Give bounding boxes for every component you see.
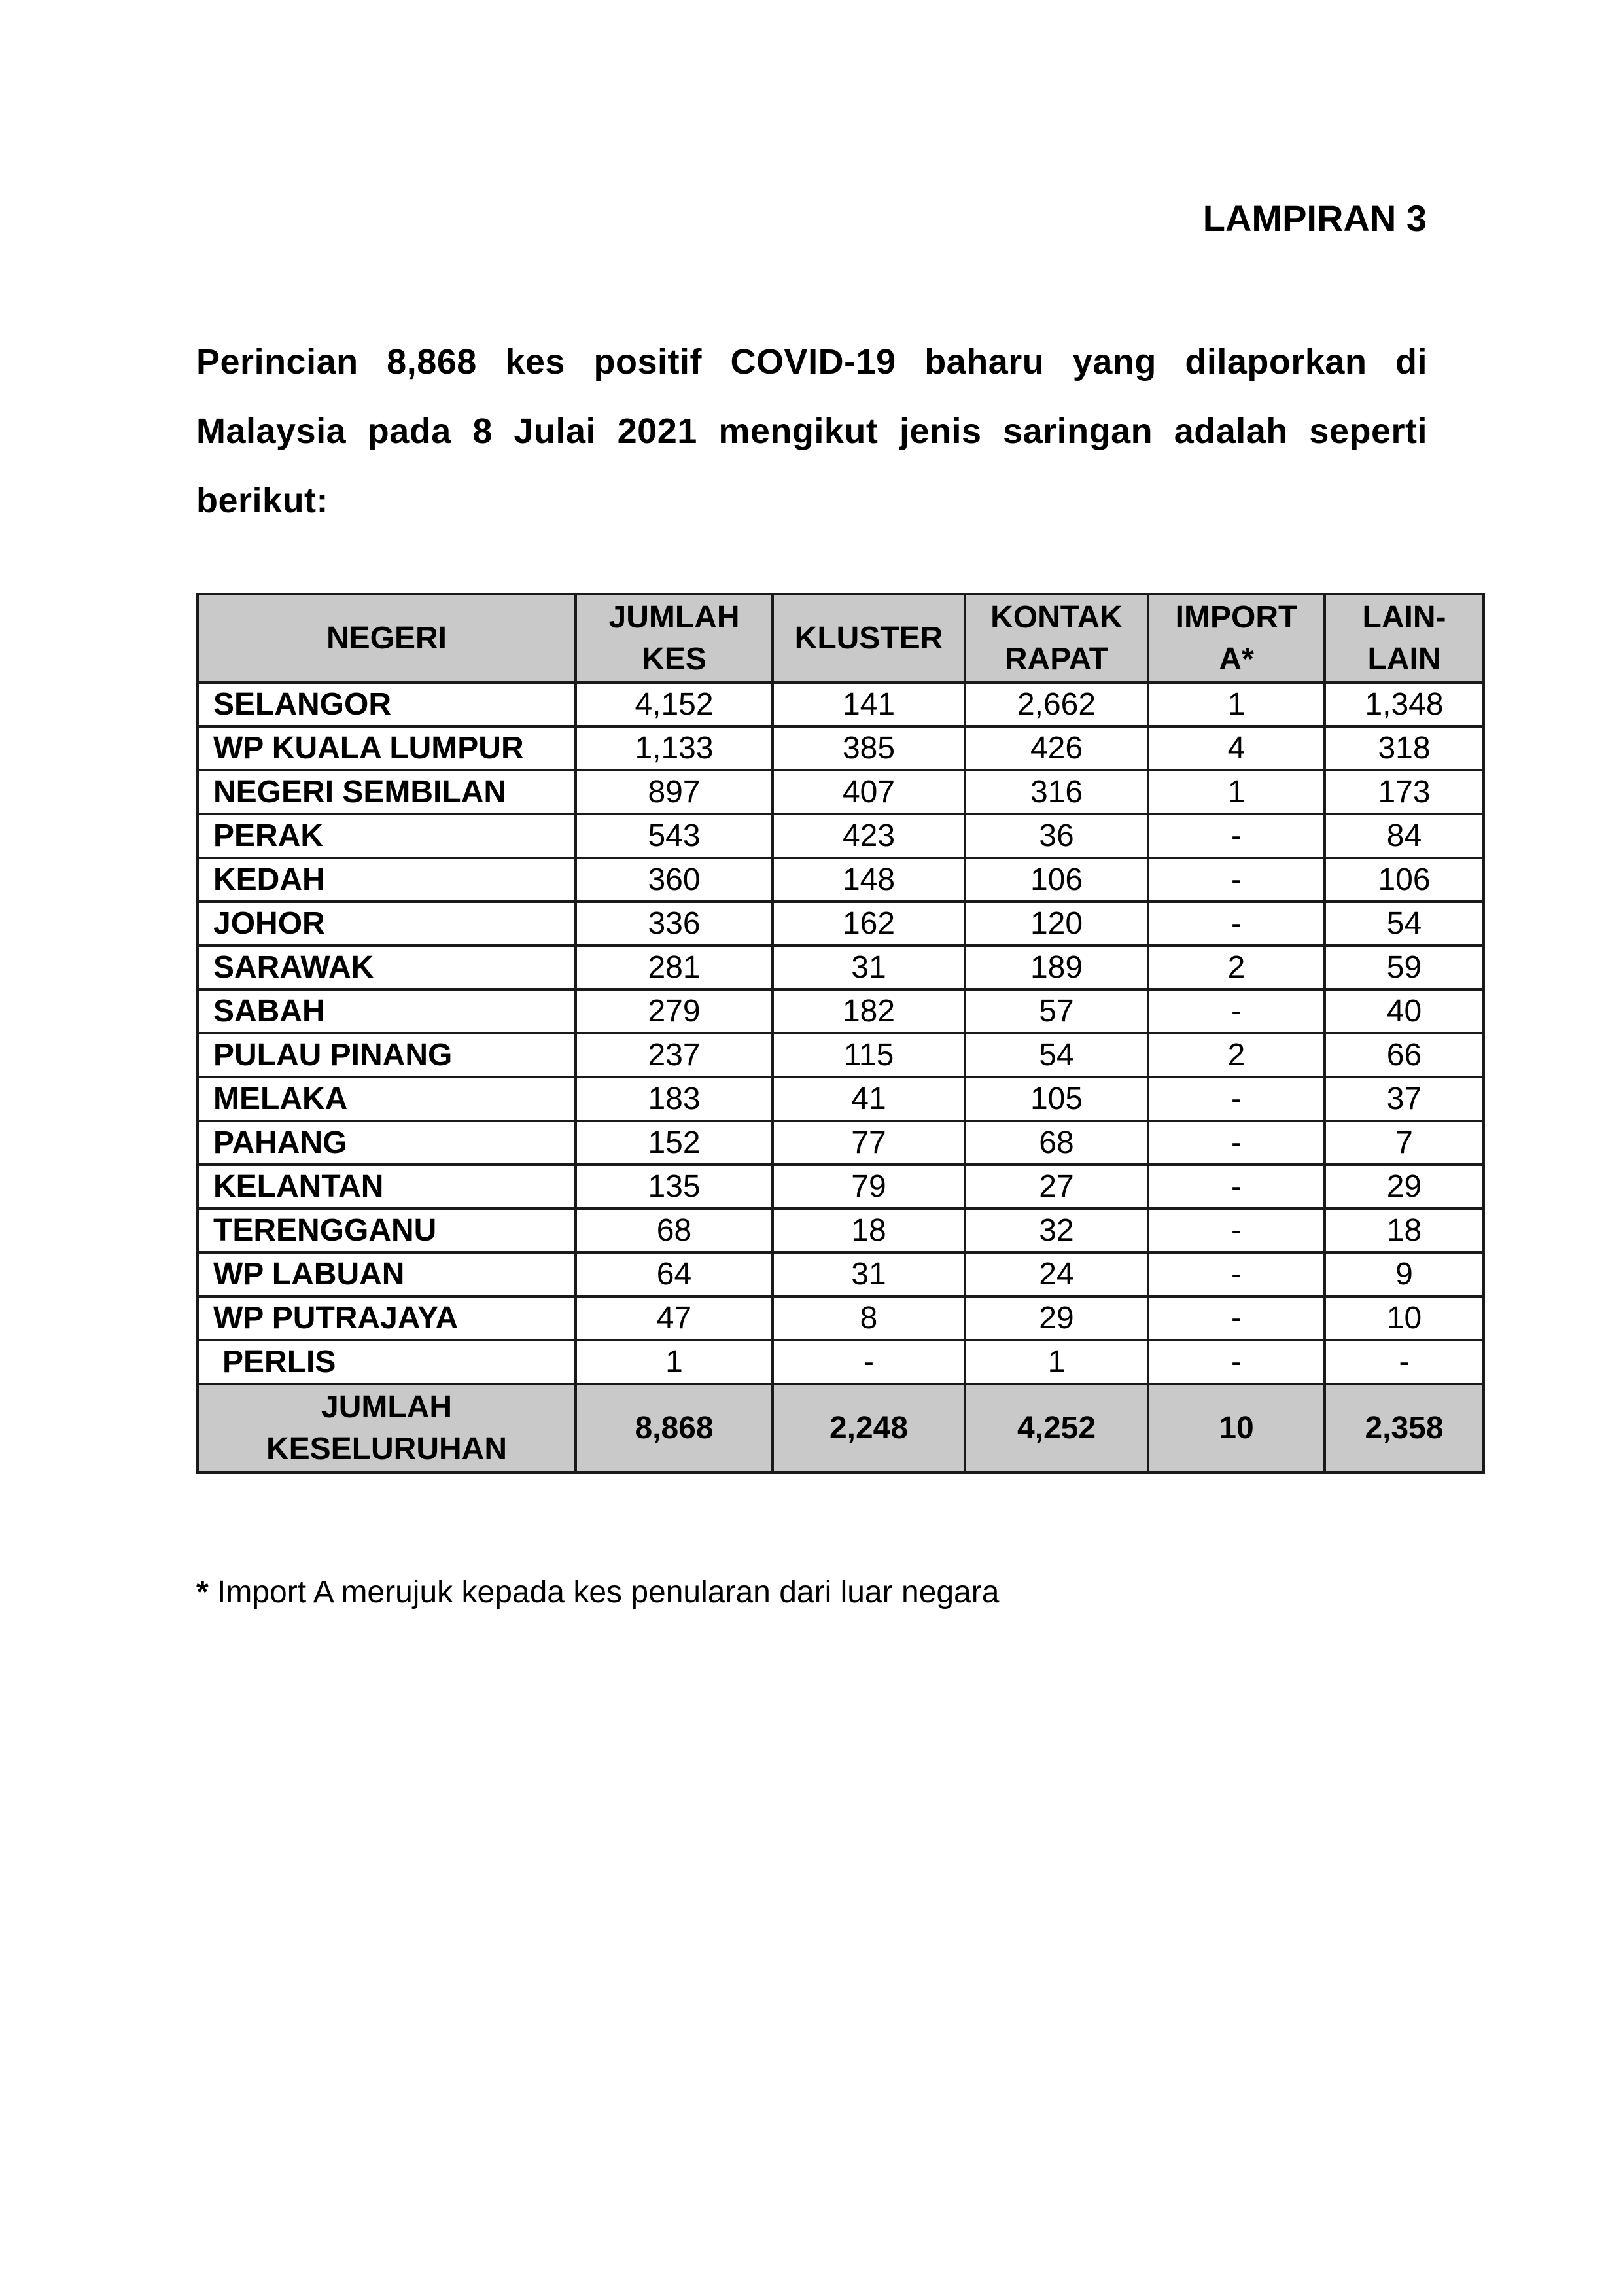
cell-negeri: KELANTAN [198, 1165, 576, 1209]
cell-lain-lain: 173 [1325, 770, 1484, 814]
cell-import-a: - [1148, 1252, 1325, 1296]
cell-kontak-rapat: 105 [965, 1077, 1148, 1121]
cell-lain-lain: - [1325, 1340, 1484, 1384]
cell-lain-lain: 29 [1325, 1165, 1484, 1209]
cell-negeri: PULAU PINANG [198, 1033, 576, 1077]
cell-kontak-rapat: 316 [965, 770, 1148, 814]
table-row [198, 1340, 1484, 1384]
table-total [198, 1384, 1484, 1472]
table-row [198, 1033, 1484, 1077]
cell-kluster: 385 [773, 726, 965, 770]
cell-kontak-rapat: 27 [965, 1165, 1148, 1209]
header-lain-lain: LAIN- LAIN [1325, 594, 1484, 682]
cell-lain-lain: 66 [1325, 1033, 1484, 1077]
cell-kontak-rapat: 189 [965, 945, 1148, 989]
cell-kontak-rapat: 106 [965, 858, 1148, 902]
total-label: JUMLAH KESELURUHAN [198, 1384, 576, 1472]
cell-kluster: 79 [773, 1165, 965, 1209]
cell-kluster: 407 [773, 770, 965, 814]
cell-negeri: MELAKA [198, 1077, 576, 1121]
cell-kluster: 8 [773, 1296, 965, 1340]
cell-kluster: 423 [773, 814, 965, 858]
cell-import-a: - [1148, 1340, 1325, 1384]
cell-kluster: 182 [773, 989, 965, 1033]
total-jumlah-kes: 8,868 [576, 1384, 773, 1472]
cell-lain-lain: 7 [1325, 1121, 1484, 1165]
cell-import-a: 2 [1148, 1033, 1325, 1077]
cell-jumlah-kes: 183 [576, 1077, 773, 1121]
cell-negeri: SELANGOR [198, 682, 576, 726]
cell-jumlah-kes: 64 [576, 1252, 773, 1296]
cell-jumlah-kes: 281 [576, 945, 773, 989]
table-row [198, 682, 1484, 726]
cell-jumlah-kes: 135 [576, 1165, 773, 1209]
cell-kontak-rapat: 68 [965, 1121, 1148, 1165]
cell-kluster: 141 [773, 682, 965, 726]
cell-kontak-rapat: 29 [965, 1296, 1148, 1340]
cell-import-a: - [1148, 858, 1325, 902]
table-row [198, 1121, 1484, 1165]
header-kluster: KLUSTER [773, 594, 965, 682]
cell-negeri: SABAH [198, 989, 576, 1033]
total-row [198, 1384, 1484, 1472]
cell-negeri: KEDAH [198, 858, 576, 902]
cell-import-a: 4 [1148, 726, 1325, 770]
cell-jumlah-kes: 543 [576, 814, 773, 858]
header-jumlah-kes: JUMLAH KES [576, 594, 773, 682]
cell-jumlah-kes: 1,133 [576, 726, 773, 770]
cell-import-a: 1 [1148, 682, 1325, 726]
cell-lain-lain: 59 [1325, 945, 1484, 989]
header-kontak-rapat: KONTAK RAPAT [965, 594, 1148, 682]
intro-paragraph: Perincian 8,868 kes positif COVID-19 baharu yang dilaporkan di Malaysia pada 8 Julai 2021 mengikut jenis saringan adalah seperti berikut: [196, 342, 1427, 520]
header-negeri: NEGERI [198, 594, 576, 682]
table-row [198, 1296, 1484, 1340]
table-row [198, 814, 1484, 858]
table-row [198, 770, 1484, 814]
cell-jumlah-kes: 279 [576, 989, 773, 1033]
total-kontak-rapat: 4,252 [965, 1384, 1148, 1472]
footnote-marker: * [196, 1575, 209, 1610]
footnote [196, 1574, 999, 1612]
cell-kontak-rapat: 120 [965, 902, 1148, 945]
cell-kontak-rapat: 1 [965, 1340, 1148, 1384]
cell-negeri: WP PUTRAJAYA [198, 1296, 576, 1340]
cell-import-a: - [1148, 1077, 1325, 1121]
cell-jumlah-kes: 152 [576, 1121, 773, 1165]
cell-negeri: TERENGGANU [198, 1209, 576, 1252]
cell-kontak-rapat: 426 [965, 726, 1148, 770]
cell-import-a: - [1148, 1209, 1325, 1252]
cell-kluster: 115 [773, 1033, 965, 1077]
header-row [198, 594, 1484, 682]
cell-import-a: 1 [1148, 770, 1325, 814]
cell-lain-lain: 318 [1325, 726, 1484, 770]
table-body [198, 682, 1484, 1384]
cell-import-a: - [1148, 902, 1325, 945]
table-row [198, 1165, 1484, 1209]
cell-jumlah-kes: 1 [576, 1340, 773, 1384]
cell-import-a: - [1148, 1121, 1325, 1165]
cell-import-a: - [1148, 989, 1325, 1033]
cell-import-a: - [1148, 1165, 1325, 1209]
cell-negeri: SARAWAK [198, 945, 576, 989]
total-lain-lain: 2,358 [1325, 1384, 1484, 1472]
table-row [198, 1209, 1484, 1252]
cell-jumlah-kes: 68 [576, 1209, 773, 1252]
cell-jumlah-kes: 336 [576, 902, 773, 945]
cell-kontak-rapat: 2,662 [965, 682, 1148, 726]
cell-kluster: 162 [773, 902, 965, 945]
cell-kontak-rapat: 57 [965, 989, 1148, 1033]
cell-jumlah-kes: 360 [576, 858, 773, 902]
annex-label: LAMPIRAN 3 [1202, 198, 1427, 239]
total-kluster: 2,248 [773, 1384, 965, 1472]
cell-lain-lain: 40 [1325, 989, 1484, 1033]
table-row [198, 902, 1484, 945]
cell-negeri: PERLIS [198, 1340, 576, 1384]
cell-jumlah-kes: 897 [576, 770, 773, 814]
cell-lain-lain: 18 [1325, 1209, 1484, 1252]
cell-kontak-rapat: 24 [965, 1252, 1148, 1296]
cell-jumlah-kes: 4,152 [576, 682, 773, 726]
cell-import-a: - [1148, 814, 1325, 858]
cell-lain-lain: 10 [1325, 1296, 1484, 1340]
cell-lain-lain: 37 [1325, 1077, 1484, 1121]
cell-lain-lain: 54 [1325, 902, 1484, 945]
cell-lain-lain: 9 [1325, 1252, 1484, 1296]
cell-kluster: 31 [773, 1252, 965, 1296]
covid-cases-table [196, 593, 1485, 1474]
cell-kluster: 77 [773, 1121, 965, 1165]
cell-import-a: - [1148, 1296, 1325, 1340]
cell-negeri: PERAK [198, 814, 576, 858]
cell-negeri: JOHOR [198, 902, 576, 945]
table-row [198, 1252, 1484, 1296]
cell-kontak-rapat: 36 [965, 814, 1148, 858]
cell-lain-lain: 1,348 [1325, 682, 1484, 726]
cell-lain-lain: 106 [1325, 858, 1484, 902]
table-row [198, 726, 1484, 770]
cell-negeri: PAHANG [198, 1121, 576, 1165]
table-row [198, 1077, 1484, 1121]
table-header [198, 594, 1484, 682]
cell-jumlah-kes: 47 [576, 1296, 773, 1340]
cell-jumlah-kes: 237 [576, 1033, 773, 1077]
table-row [198, 945, 1484, 989]
cell-negeri: WP LABUAN [198, 1252, 576, 1296]
header-import-a: IMPORT A* [1148, 594, 1325, 682]
table-row [198, 858, 1484, 902]
cell-kluster: 41 [773, 1077, 965, 1121]
table-row [198, 989, 1484, 1033]
footnote-text: Import A merujuk kepada kes penularan dari luar negara [208, 1575, 1000, 1610]
cell-kluster: 18 [773, 1209, 965, 1252]
cell-import-a: 2 [1148, 945, 1325, 989]
cell-kontak-rapat: 54 [965, 1033, 1148, 1077]
cell-negeri: WP KUALA LUMPUR [198, 726, 576, 770]
cell-negeri: NEGERI SEMBILAN [198, 770, 576, 814]
cell-kontak-rapat: 32 [965, 1209, 1148, 1252]
cell-kluster: - [773, 1340, 965, 1384]
cell-lain-lain: 84 [1325, 814, 1484, 858]
cell-kluster: 31 [773, 945, 965, 989]
total-import-a: 10 [1148, 1384, 1325, 1472]
cell-kluster: 148 [773, 858, 965, 902]
